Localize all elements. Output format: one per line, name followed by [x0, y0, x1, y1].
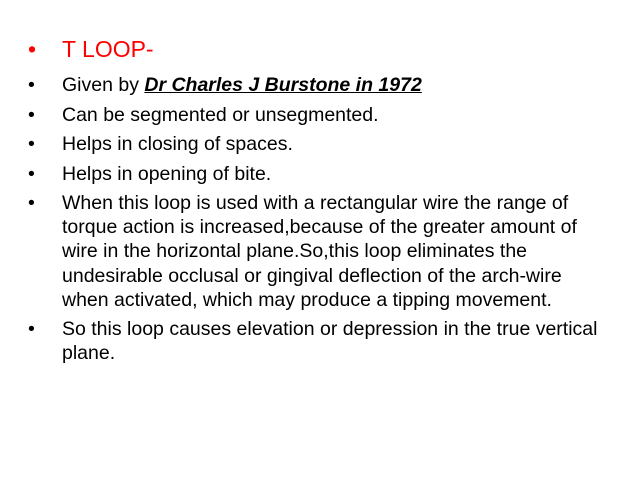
bullet-list — [28, 34, 598, 370]
bullet-text: Helps in closing of spaces. — [62, 133, 293, 155]
bullet-given-by — [28, 73, 598, 98]
given-by-author: Dr Charles J Burstone in 1972 — [144, 74, 422, 96]
bullet-text: Can be segmented or unsegmented. — [62, 103, 379, 126]
given-by-prefix: Given by — [62, 74, 145, 96]
bullet-icon: • — [28, 162, 35, 185]
bullet-text: When this loop is used with a rectangular wire the range of torque action is increased,because of the greater amount of wire in the horizontal plane.So,this loop eliminates the undesirable occlusal or gingival deflection of the arch-wire when activated, which may produce a tipping movement. — [62, 192, 577, 311]
bullet-closing-spaces — [28, 132, 598, 157]
slide-title: T LOOP- — [62, 36, 154, 62]
bullet-segmented — [28, 103, 598, 128]
bullet-icon: • — [28, 192, 35, 214]
bullet-vertical-plane — [28, 317, 598, 365]
bullet-text: Helps in opening of bite. — [62, 162, 272, 185]
bullet-icon: • — [28, 318, 35, 341]
bullet-icon: • — [28, 74, 35, 96]
title-bullet — [28, 34, 598, 64]
bullet-rectangular-wire — [28, 191, 598, 312]
bullet-icon: • — [28, 133, 35, 155]
bullet-icon: • — [28, 36, 37, 62]
bullet-text: So this loop causes elevation or depression in the true vertical plane. — [62, 318, 598, 365]
bullet-icon: • — [28, 103, 35, 126]
bullet-opening-bite — [28, 162, 598, 187]
